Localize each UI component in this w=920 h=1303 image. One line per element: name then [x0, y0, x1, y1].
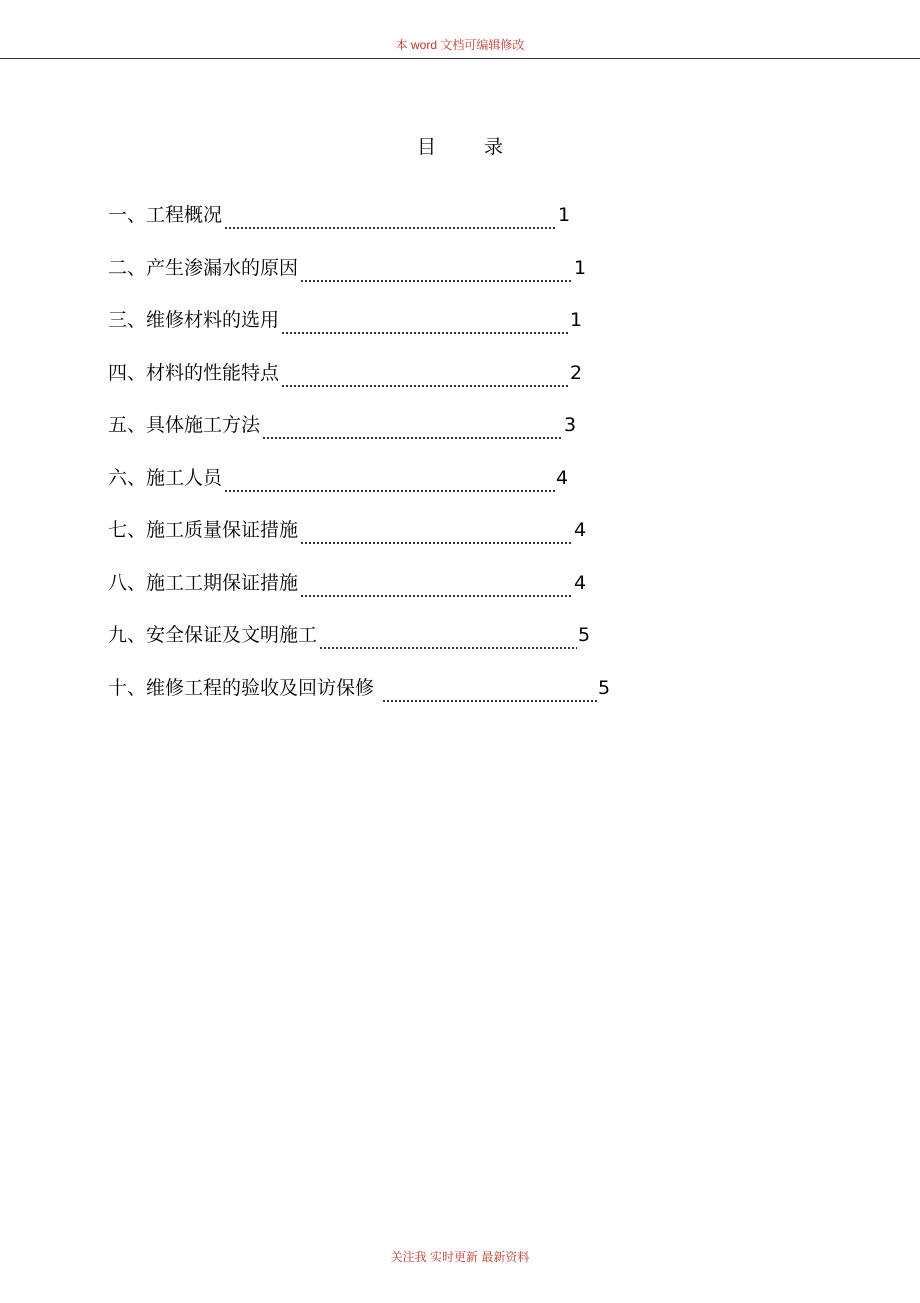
toc-page-number: 4	[556, 466, 569, 489]
toc-dot-leader	[281, 385, 569, 387]
table-of-contents	[108, 200, 610, 725]
toc-page-number: 4	[574, 519, 587, 541]
toc-entry[interactable]	[108, 673, 610, 726]
toc-page-number: 3	[564, 414, 577, 436]
toc-page-number: 1	[574, 256, 587, 279]
toc-page-number: 2	[570, 361, 583, 384]
toc-entry-label: 八、施工工期保证措施	[108, 571, 299, 594]
toc-entry-label: 二、产生渗漏水的原因	[108, 256, 299, 279]
page-footer-watermark: 关注我 实时更新 最新资料	[390, 1250, 530, 1264]
toc-entry-label: 一、工程概况	[108, 204, 223, 226]
toc-entry[interactable]	[108, 463, 610, 516]
toc-entry[interactable]	[108, 253, 610, 306]
toc-entry-label: 三、维修材料的选用	[108, 309, 280, 331]
toc-page-number: 1	[570, 309, 583, 331]
toc-dot-leader	[300, 280, 573, 282]
toc-entry[interactable]	[108, 515, 610, 568]
toc-page-number: 5	[578, 624, 591, 646]
toc-entry-label: 六、施工人员	[108, 466, 223, 489]
toc-entry-label: 七、施工质量保证措施	[108, 519, 299, 541]
toc-entry-label: 四、材料的性能特点	[108, 361, 280, 384]
toc-entry[interactable]	[108, 358, 610, 411]
toc-entry-label: 十、维修工程的验收及回访保修	[108, 676, 375, 699]
header-divider	[0, 58, 920, 59]
toc-page-number: 4	[574, 571, 587, 594]
toc-title: 目录	[416, 136, 551, 158]
toc-entry[interactable]	[108, 200, 610, 253]
toc-entry-label: 五、具体施工方法	[108, 414, 261, 436]
toc-dot-leader	[224, 490, 555, 492]
toc-dot-leader	[262, 437, 563, 439]
toc-page-number: 1	[558, 204, 571, 226]
toc-dot-leader	[319, 647, 577, 649]
page-header-watermark: 本 word 文档可编辑修改	[395, 38, 525, 52]
toc-entry[interactable]	[108, 620, 610, 673]
toc-dot-leader	[382, 700, 597, 702]
toc-entry[interactable]	[108, 410, 610, 463]
toc-dot-leader	[300, 542, 573, 544]
toc-page-number: 5	[598, 676, 611, 699]
toc-entry[interactable]	[108, 568, 610, 621]
toc-dot-leader	[300, 595, 573, 597]
toc-dot-leader	[224, 227, 557, 229]
toc-dot-leader	[281, 332, 569, 334]
toc-entry[interactable]	[108, 305, 610, 358]
toc-entry-label: 九、安全保证及文明施工	[108, 624, 318, 646]
